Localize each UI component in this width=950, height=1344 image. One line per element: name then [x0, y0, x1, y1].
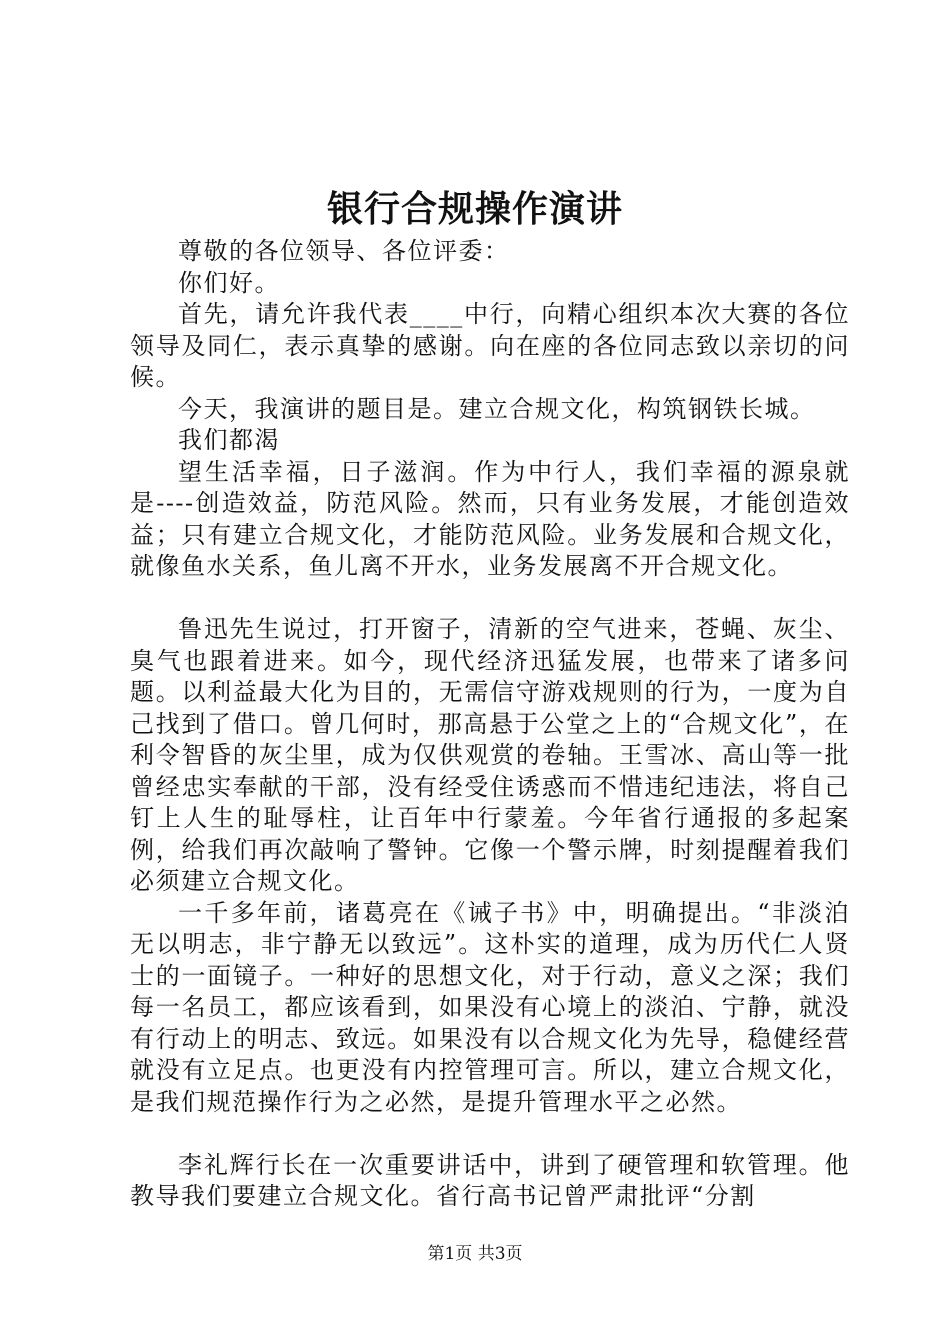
paragraph-luxun: 鲁迅先生说过，打开窗子，清新的空气进来，苍蝇、灰尘、臭气也跟着进来。如今，现代经济迅猛发展，也带来了诸多问题。以利益最大化为目的，无需信守游戏规则的行为，一度为自己找到了借口。曾几何时，那高悬于公堂之上的“合规文化”，在利令智昏的灰尘里，成为仅供观赏的卷轴。王雪冰、高山等一批曾经忠实奉献的干部，没有经受住诱惑而不惜违纪违法，将自己钉上人生的耻辱柱，让百年中行蒙羞。今年省行通报的多起案例，给我们再次敲响了警钟。它像一个警示牌，时刻提醒着我们必须建立合规文化。: [130, 615, 850, 895]
paragraph-zhuge: 一千多年前，诸葛亮在《诫子书》中，明确提出。“非淡泊无以明志，非宁静无以致远”。这朴实的道理，成为历代仁人贤士的一面镜子。一种好的思想文化，对于行动，意义之深；我们每一名员工，都应该看到，如果没有心境上的淡泊、宁静，就没有行动上的明志、致远。如果没有以合规文化为先导，稳健经营就没有立足点。也更没有内控管理可言。所以，建立合规文化，是我们规范操作行为之必然，是提升管理水平之必然。: [130, 898, 850, 1116]
paragraph-happiness: 望生活幸福，日子滋润。作为中行人，我们幸福的源泉就是----创造效益，防范风险。然而，只有业务发展，才能创造效益；只有建立合规文化，才能防范风险。业务发展和合规文化，就像鱼水关系，鱼儿离不开水，业务发展离不开合规文化。: [130, 457, 850, 580]
paragraph-fragment: 我们都渴: [178, 426, 280, 454]
paragraph-salutation: 尊敬的各位领导、各位评委：: [178, 237, 510, 265]
paragraph-li-lihui: 李礼辉行长在一次重要讲话中，讲到了硬管理和软管理。他教导我们要建立合规文化。省行高书记曾严肃批评“分割: [130, 1150, 850, 1210]
page-title: 银行合规操作演讲: [326, 188, 623, 230]
paragraph-greeting: 你们好。: [178, 268, 280, 297]
paragraph-thanks: 首先，请允许我代表____中行，向精心组织本次大赛的各位领导及同仁，表示真挚的感谢。向在座的各位同志致以亲切的问候。: [130, 300, 850, 391]
page-footer: 第1页 共3页: [427, 1244, 523, 1264]
document-body: [130, 236, 850, 1213]
paragraph-topic: 今天，我演讲的题目是。建立合规文化，构筑钢铁长城。: [178, 394, 816, 423]
